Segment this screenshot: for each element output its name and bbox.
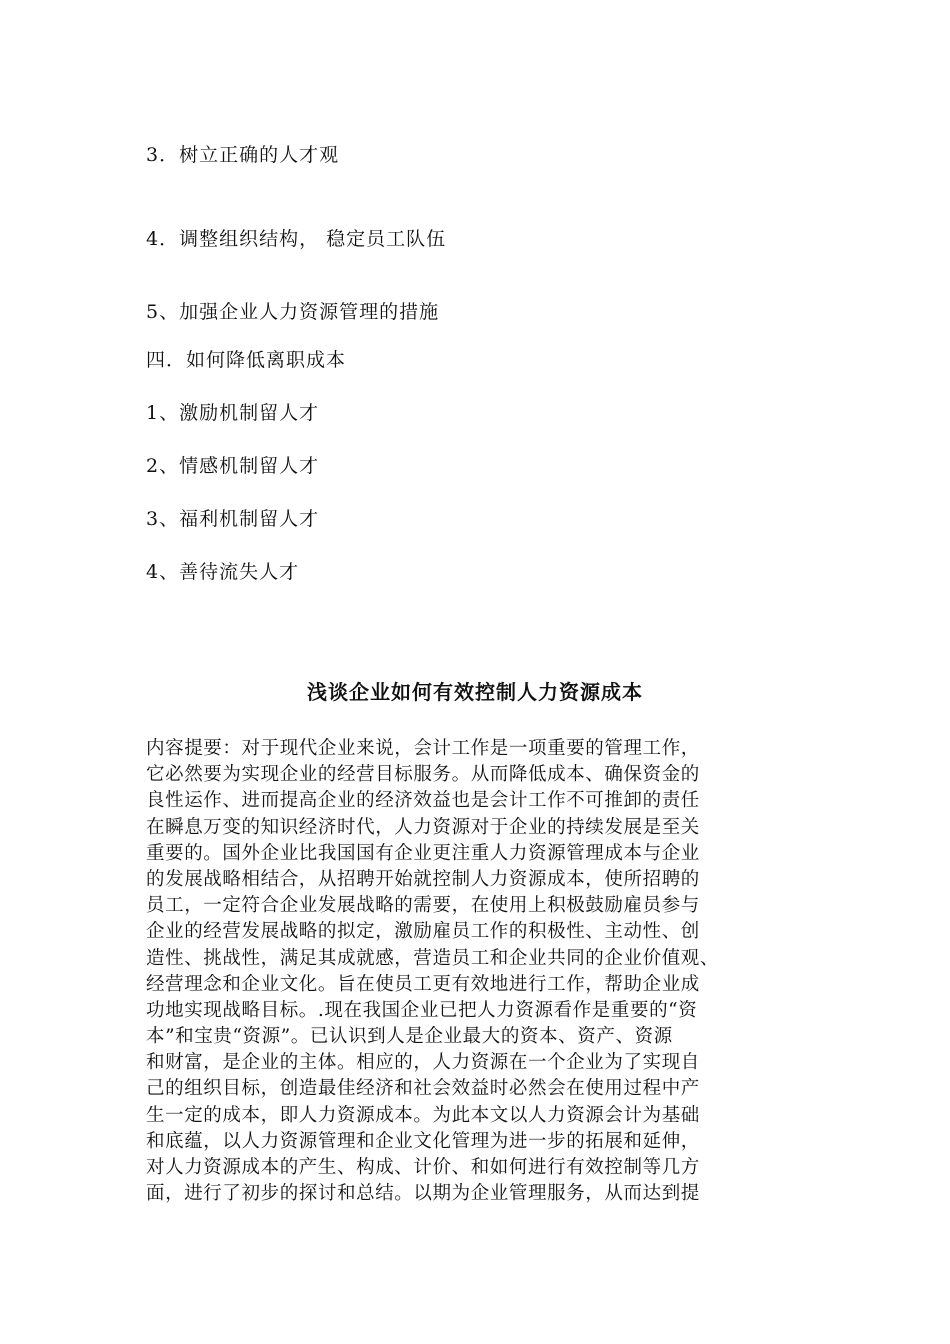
abstract-line: 己的组织目标，创造最佳经济和社会效益时必然会在使用过程中产: [146, 1078, 700, 1100]
sub-item-2: 2、情感机制留人才: [146, 455, 320, 477]
abstract-line: 经营理念和企业文化。旨在使员工更有效地进行工作，帮助企业成: [146, 973, 700, 995]
outline-item-4: 4．调整组织结构， 稳定员工队伍: [146, 228, 447, 250]
abstract-line: 企业的经营发展战略的拟定，激励雇员工作的积极性、主动性、创: [146, 921, 700, 943]
abstract-line: 生一定的成本，即人力资源成本。为此本文以人力资源会计为基础: [146, 1104, 700, 1126]
sub-item-4: 4、善待流失人才: [146, 561, 300, 583]
abstract-paragraph: [146, 736, 826, 1207]
abstract-line: 和财富，是企业的主体。相应的，人力资源在一个企业为了实现自: [146, 1052, 700, 1074]
abstract-line: 它必然要为实现企业的经营目标服务。从而降低成本、确保资金的: [146, 764, 700, 786]
sub-item-3: 3、福利机制留人才: [146, 508, 320, 530]
abstract-line: 对人力资源成本的产生、构成、计价、和如何进行有效控制等几方: [146, 1157, 700, 1178]
abstract-line: 在瞬息万变的知识经济时代，人力资源对于企业的持续发展是至关: [146, 816, 700, 838]
abstract-line: 员工，一定符合企业发展战略的需要，在使用上积极鼓励雇员参与: [146, 895, 700, 917]
abstract-line: 造性、挑战性，满足其成就感，营造员工和企业共同的企业价值观、: [146, 947, 720, 969]
abstract-line: 面，进行了初步的探讨和总结。以期为企业管理服务，从而达到提: [146, 1183, 700, 1205]
outline-item-3: 3．树立正确的人才观: [146, 144, 340, 166]
abstract-line: 和底蕴，以人力资源管理和企业文化管理为进一步的拓展和延伸，: [146, 1130, 700, 1152]
abstract-line: 本”和宝贵“资源”。已认识到人是企业最大的资本、资产、资源: [146, 1026, 673, 1048]
abstract-line: 良性运作、进而提高企业的经济效益也是会计工作不可推卸的责任: [146, 790, 700, 812]
abstract-line: 的发展战略相结合，从招聘开始就控制人力资源成本，使所招聘的: [146, 868, 700, 890]
outline-item-5: 5、加强企业人力资源管理的措施: [146, 301, 440, 323]
abstract-line: 功地实现战略目标。.现在我国企业已把人力资源看作是重要的“资: [146, 999, 698, 1021]
abstract-line: 内容提要：对于现代企业来说，会计工作是一项重要的管理工作，: [146, 738, 700, 759]
section-heading-4: 四．如何降低离职成本: [146, 349, 347, 371]
sub-item-1: 1、激励机制留人才: [146, 402, 320, 424]
abstract-line: 重要的。国外企业比我国国有企业更注重人力资源管理成本与企业: [146, 842, 700, 864]
article-title: 浅谈企业如何有效控制人力资源成本: [307, 680, 643, 704]
